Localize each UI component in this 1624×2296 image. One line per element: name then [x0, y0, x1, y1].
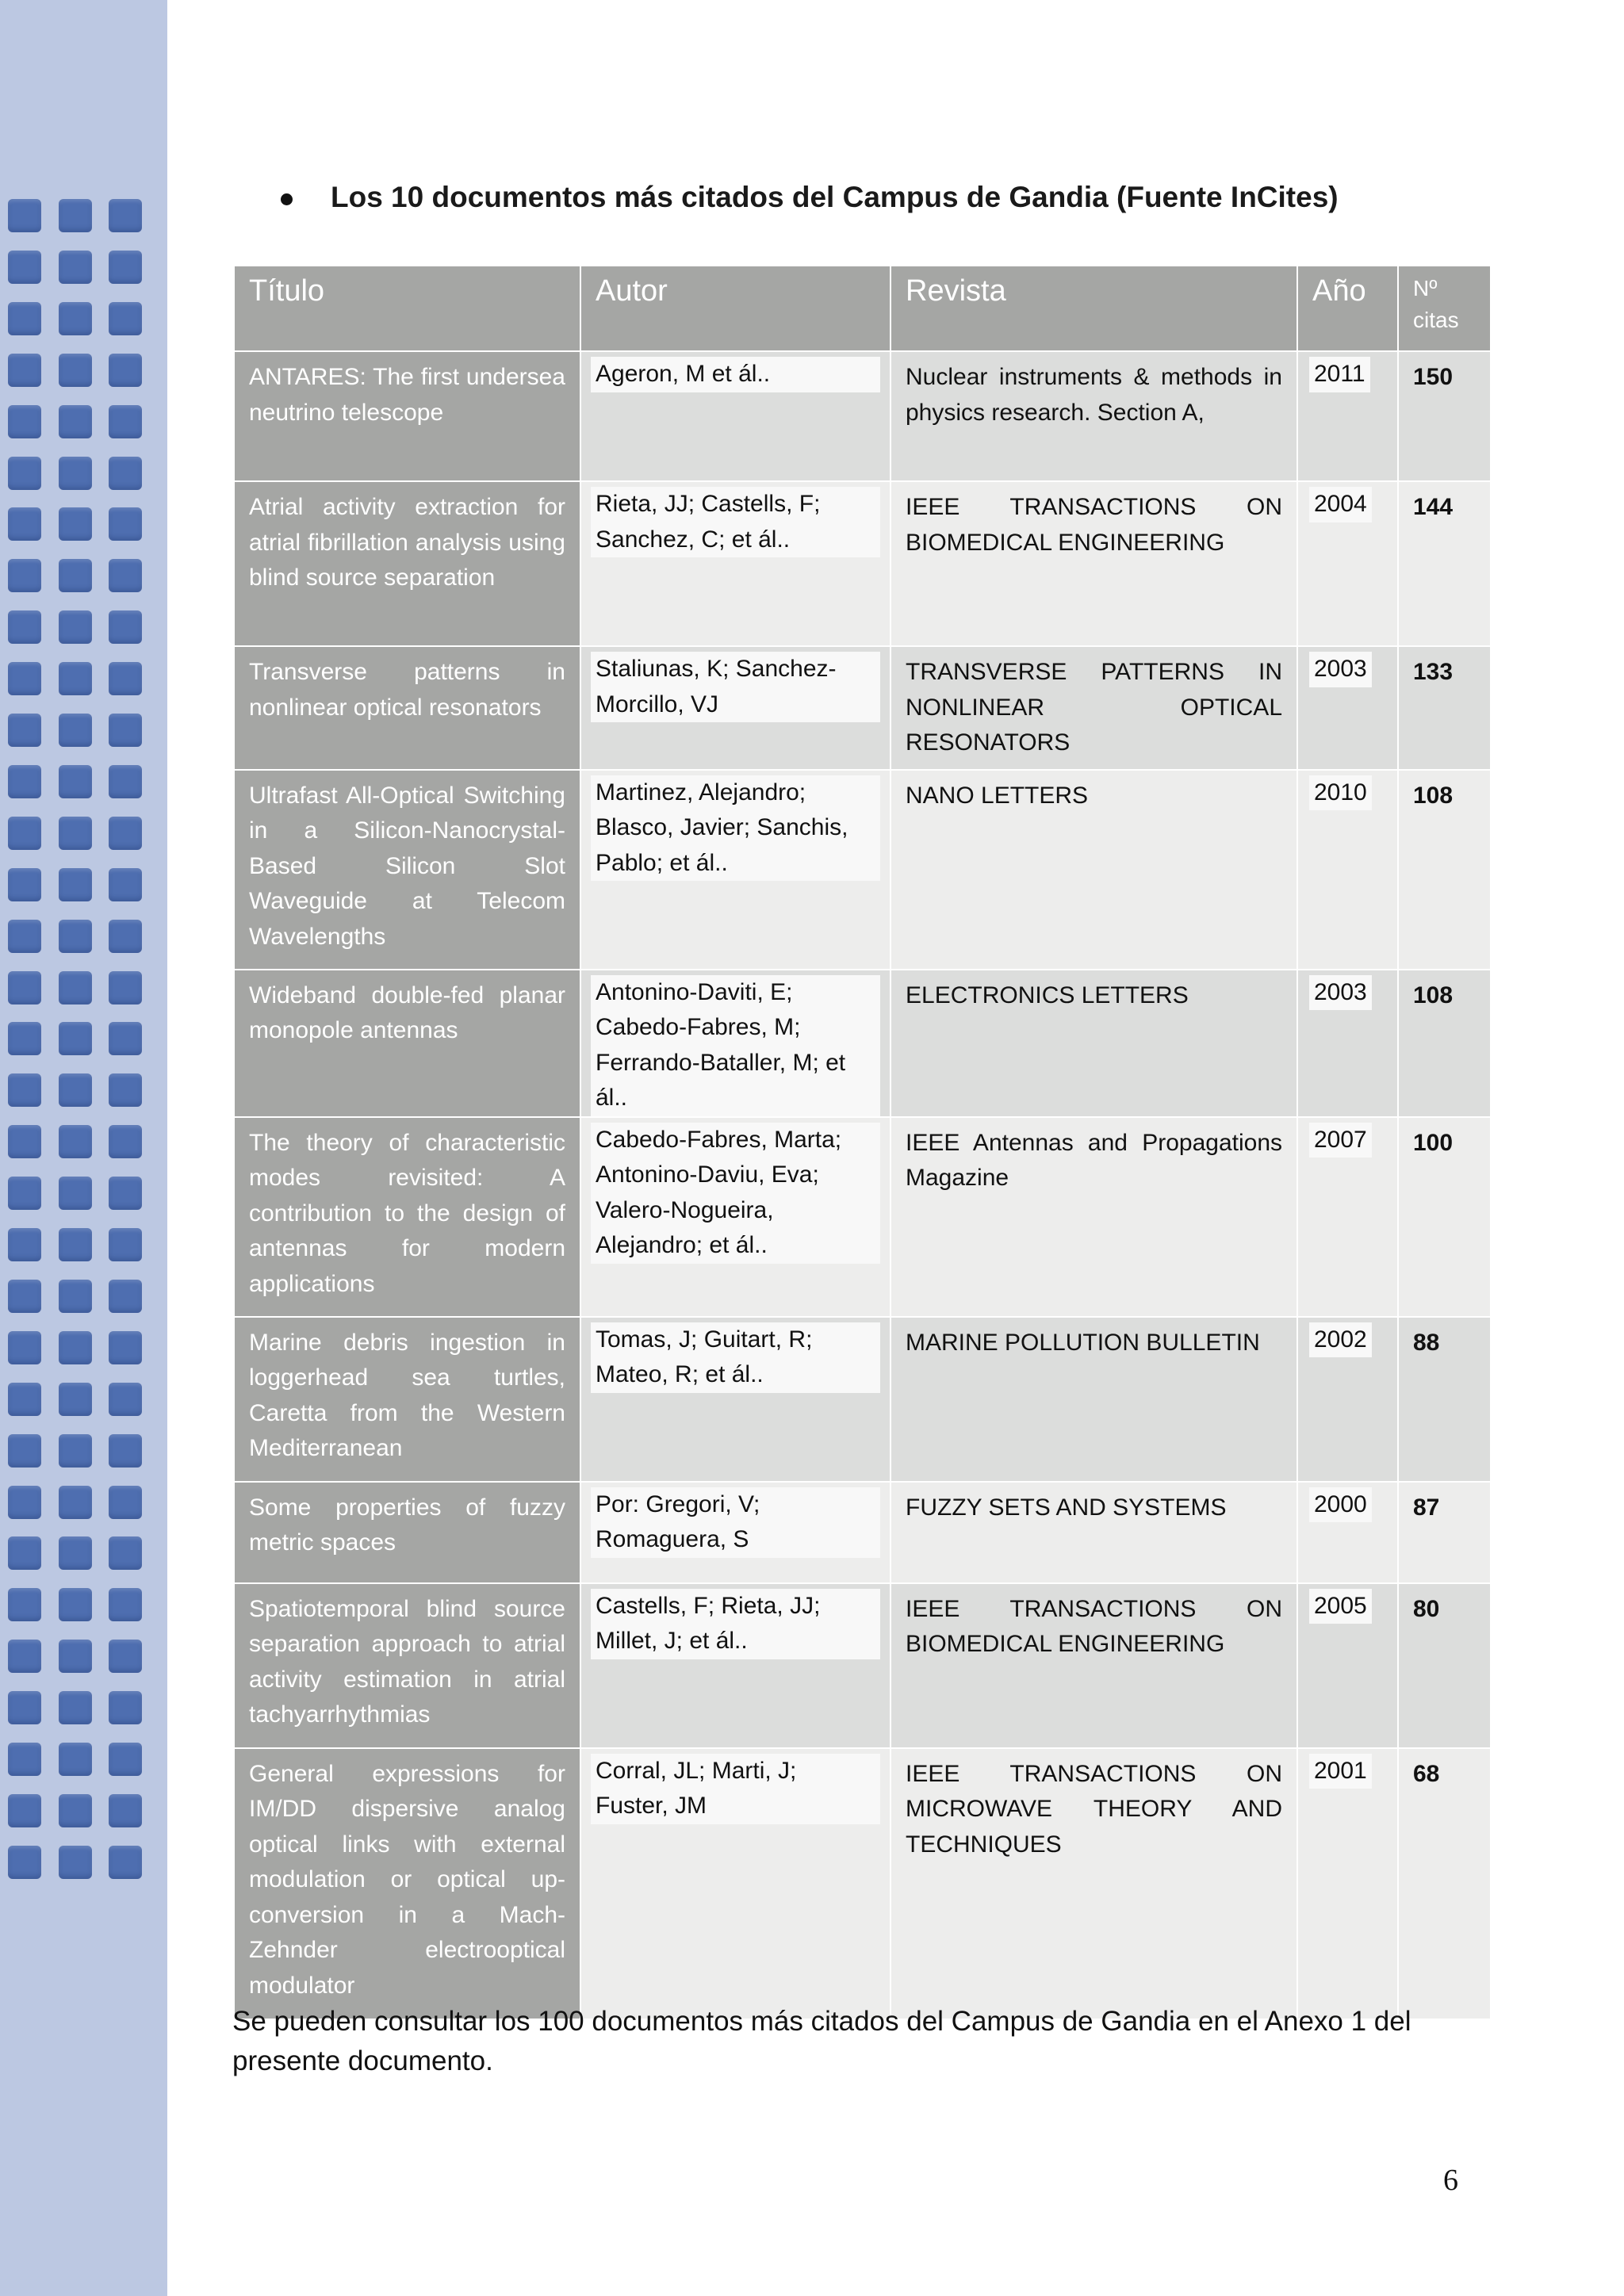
decorative-square	[8, 920, 41, 953]
decorative-square	[59, 1486, 92, 1519]
decorative-square	[59, 302, 92, 335]
cell-citas: 133	[1398, 646, 1491, 770]
cell-autor-text: Antonino-Daviti, E; Cabedo-Fabres, M; Ferrando-Bataller, M; et ál..	[591, 975, 880, 1116]
header-titulo: Título	[234, 266, 580, 351]
table-row	[234, 1583, 1491, 1748]
cell-anio-text: 2003	[1309, 975, 1372, 1011]
cell-anio	[1297, 1317, 1398, 1482]
decorative-square	[8, 251, 41, 284]
cell-anio-text: 2000	[1309, 1487, 1372, 1523]
decorative-square	[8, 507, 41, 541]
cell-anio	[1297, 646, 1398, 770]
decorative-square	[109, 1022, 142, 1055]
cell-autor	[580, 970, 891, 1117]
decorative-square	[8, 302, 41, 335]
table-row	[234, 351, 1491, 481]
decorative-square	[59, 1280, 92, 1313]
cell-autor-text: Ageron, M et ál..	[591, 357, 880, 392]
decorative-square	[109, 1383, 142, 1416]
decorative-square	[109, 1228, 142, 1261]
cell-revista: NANO LETTERS	[891, 770, 1297, 970]
decorative-square	[59, 662, 92, 695]
decorative-square	[109, 507, 142, 541]
decorative-square	[8, 1125, 41, 1158]
cell-revista: IEEE TRANSACTIONS ON MICROWAVE THEORY AND TECHNIQUES	[891, 1748, 1297, 2019]
decorative-square	[109, 817, 142, 850]
decorative-square	[8, 765, 41, 798]
cell-autor	[580, 351, 891, 481]
decorative-square	[59, 1588, 92, 1621]
decorative-square	[109, 251, 142, 284]
cell-revista: IEEE TRANSACTIONS ON BIOMEDICAL ENGINEERING	[891, 1583, 1297, 1748]
table-row	[234, 1748, 1491, 2019]
cell-citas: 87	[1398, 1482, 1491, 1583]
decorative-square	[8, 971, 41, 1004]
cell-titulo: The theory of characteristic modes revisited: A contribution to the design of antennas for modern applications	[234, 1117, 580, 1317]
decorative-square	[8, 714, 41, 747]
header-autor: Autor	[580, 266, 891, 351]
cell-revista: FUZZY SETS AND SYSTEMS	[891, 1482, 1297, 1583]
decorative-square	[109, 1691, 142, 1724]
decorative-square	[8, 1073, 41, 1107]
header-anio: Año	[1297, 266, 1398, 351]
cell-autor-text: Por: Gregori, V; Romaguera, S	[591, 1487, 880, 1558]
decorative-square	[8, 1640, 41, 1673]
decorative-square	[109, 405, 142, 438]
decorative-square	[109, 199, 142, 232]
decorative-square	[59, 971, 92, 1004]
cell-revista: MARINE POLLUTION BULLETIN	[891, 1317, 1297, 1482]
bullet-icon	[281, 193, 293, 205]
cell-titulo: Some properties of fuzzy metric spaces	[234, 1482, 580, 1583]
decorative-square	[8, 457, 41, 490]
cell-citas: 144	[1398, 481, 1491, 646]
section-heading: Los 10 documentos más citados del Campus de Gandia (Fuente InCites)	[331, 181, 1339, 213]
cell-autor	[580, 1117, 891, 1317]
cell-anio-text: 2004	[1309, 487, 1372, 522]
cell-citas: 108	[1398, 970, 1491, 1117]
cell-revista: Nuclear instruments & methods in physics research. Section A,	[891, 351, 1297, 481]
decorative-square	[109, 1794, 142, 1827]
decorative-square	[109, 1331, 142, 1364]
cell-titulo: Wideband double-fed planar monopole antennas	[234, 970, 580, 1117]
cell-titulo: Transverse patterns in nonlinear optical resonators	[234, 646, 580, 770]
cell-titulo: General expressions for IM/DD dispersive analog optical links with external modulation or optical up-conversion in a Mach-Zehnder electrooptical modulator	[234, 1748, 580, 2019]
decorative-square	[59, 1640, 92, 1673]
decorative-square	[109, 1073, 142, 1107]
decorative-square	[59, 920, 92, 953]
decorative-square	[109, 1536, 142, 1570]
top-cited-documents-table	[233, 265, 1492, 2020]
cell-anio	[1297, 351, 1398, 481]
cell-autor	[580, 1482, 891, 1583]
cell-citas: 68	[1398, 1748, 1491, 2019]
decorative-square	[59, 610, 92, 644]
decorative-square	[59, 457, 92, 490]
decorative-square	[8, 1536, 41, 1570]
cell-autor-text: Rieta, JJ; Castells, F; Sanchez, C; et ál..	[591, 487, 880, 557]
decorative-square	[109, 1280, 142, 1313]
decorative-square	[8, 1588, 41, 1621]
cell-anio-text: 2005	[1309, 1589, 1372, 1624]
cell-autor-text: Castells, F; Rieta, JJ; Millet, J; et ál..	[591, 1589, 880, 1659]
decorative-square	[109, 559, 142, 592]
cell-titulo: Ultrafast All-Optical Switching in a Silicon-Nanocrystal-Based Silicon Slot Waveguide at Telecom Wavelengths	[234, 770, 580, 970]
decorative-square	[59, 1383, 92, 1416]
decorative-square	[109, 457, 142, 490]
decorative-square	[8, 1794, 41, 1827]
cell-titulo: Atrial activity extraction for atrial fibrillation analysis using blind source separation	[234, 481, 580, 646]
decorative-square	[109, 868, 142, 901]
cell-autor	[580, 481, 891, 646]
decorative-square	[109, 1743, 142, 1776]
cell-anio-text: 2007	[1309, 1123, 1372, 1158]
cell-revista: IEEE Antennas and Propagations Magazine	[891, 1117, 1297, 1317]
cell-titulo: ANTARES: The first undersea neutrino telescope	[234, 351, 580, 481]
cell-anio-text: 2002	[1309, 1322, 1372, 1358]
decorative-square	[109, 610, 142, 644]
cell-anio	[1297, 1117, 1398, 1317]
cell-titulo: Marine debris ingestion in loggerhead sea turtles, Caretta from the Western Mediterranean	[234, 1317, 580, 1482]
cell-citas: 150	[1398, 351, 1491, 481]
cell-anio	[1297, 1748, 1398, 2019]
table-row	[234, 1117, 1491, 1317]
decorative-square	[59, 817, 92, 850]
decorative-square	[109, 1588, 142, 1621]
cell-autor	[580, 1583, 891, 1748]
decorative-square	[59, 1331, 92, 1364]
decorative-square	[8, 817, 41, 850]
cell-anio	[1297, 770, 1398, 970]
decorative-square	[109, 920, 142, 953]
decorative-square	[59, 1536, 92, 1570]
cell-citas: 108	[1398, 770, 1491, 970]
decorative-square	[59, 1691, 92, 1724]
decorative-square	[59, 1434, 92, 1468]
decorative-square	[59, 1846, 92, 1879]
decorative-square	[59, 354, 92, 387]
cell-autor	[580, 1317, 891, 1482]
cell-anio	[1297, 1482, 1398, 1583]
table-header-row	[234, 266, 1491, 351]
decorative-square	[8, 1383, 41, 1416]
decorative-square	[109, 1125, 142, 1158]
table-row	[234, 646, 1491, 770]
cell-anio-text: 2011	[1309, 357, 1370, 392]
table-row	[234, 1317, 1491, 1482]
page-number: 6	[1443, 2164, 1458, 2197]
cell-titulo: Spatiotemporal blind source separation approach to atrial activity estimation in atrial tachyarrhythmias	[234, 1583, 580, 1748]
decorative-square	[59, 765, 92, 798]
cell-revista: ELECTRONICS LETTERS	[891, 970, 1297, 1117]
decorative-square	[8, 1022, 41, 1055]
table-row	[234, 970, 1491, 1117]
cell-anio-text: 2003	[1309, 652, 1372, 687]
decorative-square	[8, 354, 41, 387]
decorative-square	[8, 610, 41, 644]
cell-autor	[580, 646, 891, 770]
cell-anio-text: 2010	[1309, 775, 1372, 811]
decorative-square	[109, 1846, 142, 1879]
cell-autor-text: Corral, JL; Marti, J; Fuster, JM	[591, 1754, 880, 1824]
cell-anio	[1297, 481, 1398, 646]
decorative-square	[8, 1177, 41, 1210]
cell-autor-text: Staliunas, K; Sanchez-Morcillo, VJ	[591, 652, 880, 722]
decorative-square	[59, 714, 92, 747]
decorative-square	[59, 868, 92, 901]
decorative-square	[59, 1125, 92, 1158]
cell-citas: 100	[1398, 1117, 1491, 1317]
table-row	[234, 770, 1491, 970]
decorative-square	[59, 1743, 92, 1776]
decorative-square	[59, 405, 92, 438]
decorative-square	[109, 971, 142, 1004]
decorative-square	[8, 1486, 41, 1519]
decorative-square	[59, 1022, 92, 1055]
cell-autor-text: Martinez, Alejandro; Blasco, Javier; Sanchis, Pablo; et ál..	[591, 775, 880, 882]
cell-anio	[1297, 970, 1398, 1117]
decorative-square	[59, 507, 92, 541]
decorative-square	[59, 1073, 92, 1107]
decorative-square	[109, 714, 142, 747]
decorative-square	[109, 662, 142, 695]
cell-autor-text: Cabedo-Fabres, Marta; Antonino-Daviu, Eva; Valero-Nogueira, Alejandro; et ál..	[591, 1123, 880, 1264]
cell-anio	[1297, 1583, 1398, 1748]
decorative-square	[109, 1640, 142, 1673]
header-revista: Revista	[891, 266, 1297, 351]
decorative-square	[59, 1794, 92, 1827]
decorative-square	[8, 1846, 41, 1879]
decorative-square	[109, 1434, 142, 1468]
cell-anio-text: 2001	[1309, 1754, 1372, 1789]
header-citas: Nº citas	[1398, 266, 1491, 351]
table-row	[234, 481, 1491, 646]
cell-revista: TRANSVERSE PATTERNS IN NONLINEAR OPTICAL RESONATORS	[891, 646, 1297, 770]
decorative-square	[8, 199, 41, 232]
decorative-square	[59, 1228, 92, 1261]
decorative-square	[109, 354, 142, 387]
cell-revista: IEEE TRANSACTIONS ON BIOMEDICAL ENGINEERING	[891, 481, 1297, 646]
decorative-square	[59, 1177, 92, 1210]
decorative-square	[109, 1486, 142, 1519]
decorative-square	[8, 1434, 41, 1468]
decorative-square	[8, 405, 41, 438]
decorative-square	[8, 1743, 41, 1776]
decorative-square	[8, 1691, 41, 1724]
cell-autor	[580, 770, 891, 970]
decorative-square	[8, 1331, 41, 1364]
decorative-square	[8, 559, 41, 592]
decorative-square	[8, 662, 41, 695]
cell-autor	[580, 1748, 891, 2019]
decorative-square	[8, 1280, 41, 1313]
decorative-square	[8, 1228, 41, 1261]
cell-autor-text: Tomas, J; Guitart, R; Mateo, R; et ál..	[591, 1322, 880, 1393]
decorative-square	[109, 302, 142, 335]
footnote: Se pueden consultar los 100 documentos más citados del Campus de Gandia en el Anexo 1 del presente documento.	[232, 2006, 1411, 2076]
table-row	[234, 1482, 1491, 1583]
decorative-square	[59, 199, 92, 232]
cell-citas: 88	[1398, 1317, 1491, 1482]
decorative-square	[59, 559, 92, 592]
decorative-square	[59, 251, 92, 284]
decorative-square	[8, 868, 41, 901]
decorative-square	[109, 765, 142, 798]
decorative-square	[109, 1177, 142, 1210]
cell-citas: 80	[1398, 1583, 1491, 1748]
